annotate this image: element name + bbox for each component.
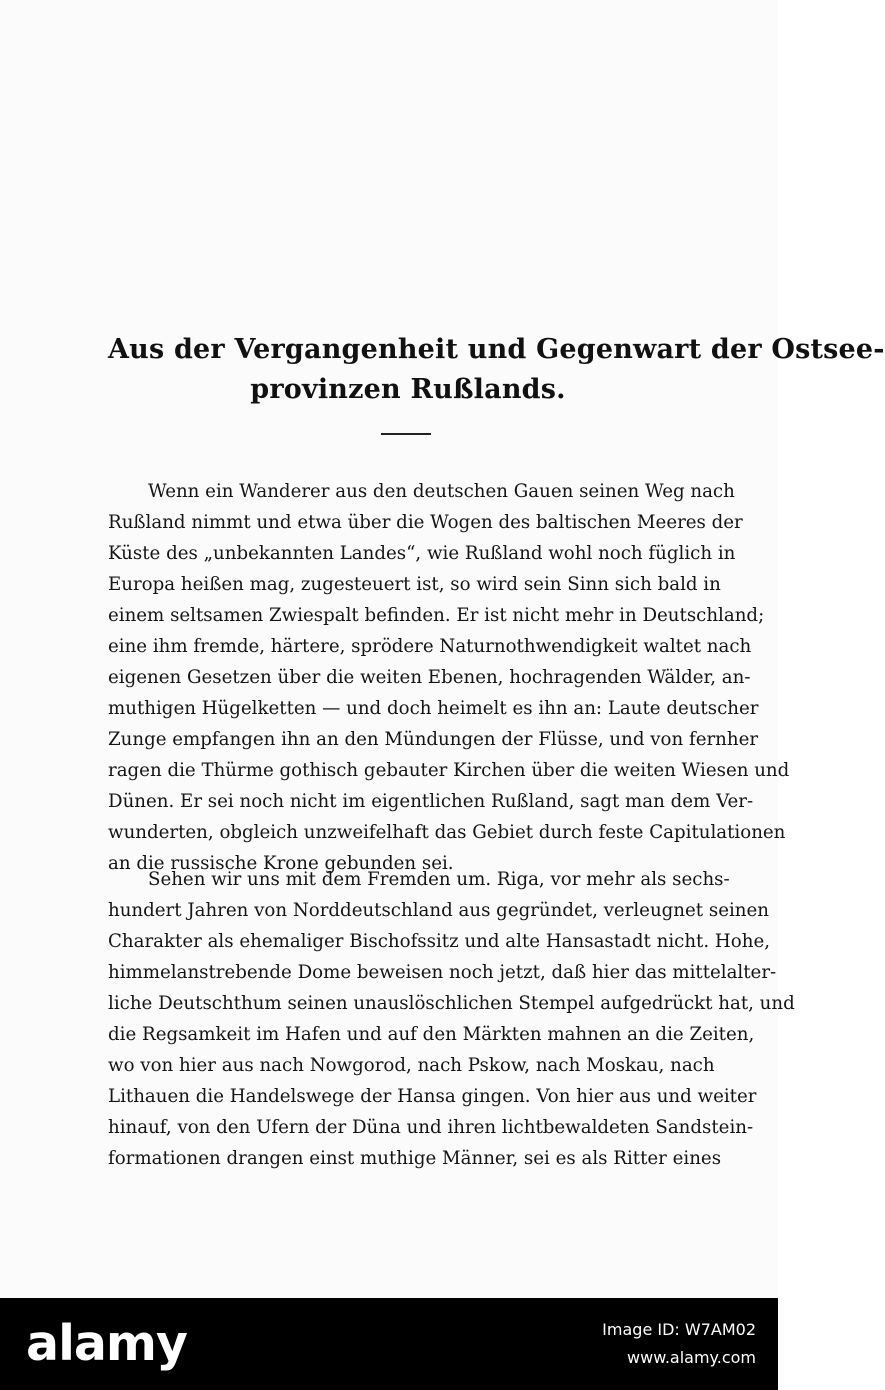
site-url: www.alamy.com (627, 1348, 756, 1367)
paragraph-1 (108, 476, 790, 879)
text-line: Lithauen die Handelswege der Hansa gingen. Von hier aus und weiter (108, 1086, 757, 1107)
alamy-logo: alamy (26, 1315, 187, 1372)
title-line: Aus der Vergangenheit und Gegenwart der Ostsee- (108, 334, 885, 365)
image-id: Image ID: W7AM02 (602, 1320, 756, 1339)
text-line: ragen die Thürme gothisch gebauter Kirchen über die weiten Wiesen und (108, 760, 790, 781)
text-line: Sehen wir uns mit dem Fremden um. Riga, vor mehr als sechs- (148, 869, 730, 890)
text-line: wo von hier aus nach Nowgorod, nach Pskow, nach Moskau, nach (108, 1055, 715, 1076)
text-line: eigenen Gesetzen über die weiten Ebenen, hochragenden Wälder, an- (108, 667, 751, 688)
title-line: provinzen Rußlands. (250, 374, 566, 405)
paragraph-2 (108, 864, 795, 1174)
text-line: formationen drangen einst muthige Männer, sei es als Ritter eines (108, 1148, 722, 1169)
chapter-title (108, 330, 885, 410)
text-line: an die russische Krone gebunden sei. (108, 853, 454, 874)
text-line: hundert Jahren von Norddeutschland aus gegründet, verleugnet seinen (108, 900, 769, 921)
text-line: eine ihm fremde, härtere, sprödere Naturnothwendigkeit waltet nach (108, 636, 752, 657)
title-divider (381, 433, 431, 435)
text-line: Küste des „unbekannten Landes“, wie Rußland wohl noch füglich in (108, 543, 736, 564)
text-line: Dünen. Er sei noch nicht im eigentlichen Rußland, sagt man dem Ver- (108, 791, 754, 812)
text-line: himmelanstrebende Dome beweisen noch jetzt, daß hier das mittelalter- (108, 962, 777, 983)
text-line: einem seltsamen Zwiespalt befinden. Er ist nicht mehr in Deutschland; (108, 605, 765, 626)
text-line: die Regsamkeit im Hafen und auf den Märkten mahnen an die Zeiten, (108, 1024, 755, 1045)
text-line: wunderten, obgleich unzweifelhaft das Gebiet durch feste Capitulationen (108, 822, 786, 843)
text-line: Charakter als ehemaliger Bischofssitz und alte Hansastadt nicht. Hohe, (108, 931, 770, 952)
text-line: Europa heißen mag, zugesteuert ist, so wird sein Sinn sich bald in (108, 574, 721, 595)
text-line: Zunge empfangen ihn an den Mündungen der Flüsse, und von fernher (108, 729, 759, 750)
text-line: liche Deutschthum seinen unauslöschlichen Stempel aufgedrückt hat, und (108, 993, 795, 1014)
text-line: hinauf, von den Ufern der Düna und ihren lichtbewaldeten Sandstein- (108, 1117, 754, 1138)
text-line: Wenn ein Wanderer aus den deutschen Gauen seinen Weg nach (148, 481, 735, 502)
text-line: muthigen Hügelketten — und doch heimelt es ihn an: Laute deutscher (108, 698, 759, 719)
text-line: Rußland nimmt und etwa über die Wogen des baltischen Meeres der (108, 512, 743, 533)
